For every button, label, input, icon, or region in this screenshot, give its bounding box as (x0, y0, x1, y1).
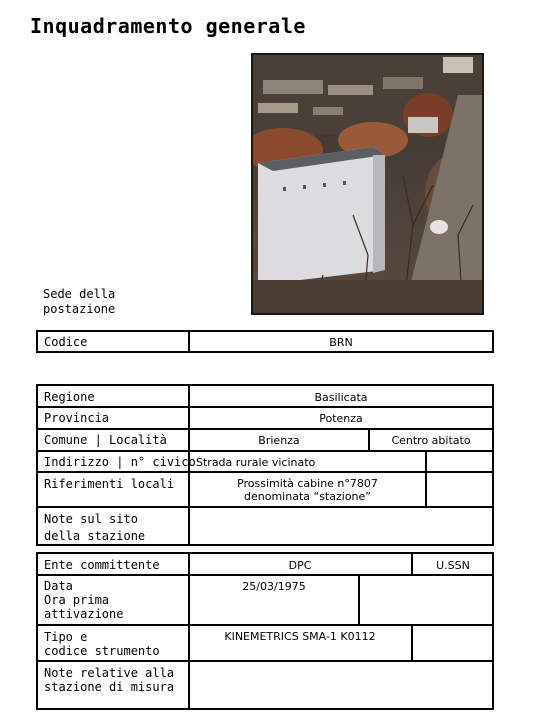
indirizzo-value: Strada rurale vicinato (196, 456, 316, 469)
localita-value: Centro abitato (391, 434, 471, 447)
provincia-value: Potenza (319, 412, 363, 425)
codice-table (36, 330, 494, 353)
page-title: Inquadramento generale (30, 14, 306, 38)
comune-value: Brienza (258, 434, 300, 447)
riferimenti-label: Riferimenti locali (44, 477, 175, 491)
note-sito-label-line1: Note sul sito (44, 512, 138, 526)
data-label-line2: Ora prima (44, 593, 110, 607)
data-value: 25/03/1975 (242, 580, 306, 593)
note-misura-label-line1: Note relative alla (44, 666, 175, 680)
ente-value: DPC (288, 559, 312, 572)
ente-label: Ente committente (44, 558, 160, 572)
riferimenti-value-line1: Prossimità cabine n°7807 (237, 477, 378, 490)
note-misura-label-line2: stazione di misura (44, 680, 175, 694)
ente-extra: U.SSN (436, 559, 470, 572)
station-photo (251, 53, 484, 315)
photo-caption: Sede della postazione (43, 287, 116, 316)
regione-label: Regione (44, 390, 95, 404)
indirizzo-label: Indirizzo | n° civico (44, 455, 196, 469)
tipo-label-line1: Tipo e (44, 630, 88, 644)
data-label-line1: Data (44, 579, 73, 593)
data-label-line3: attivazione (44, 607, 124, 621)
tipo-label-line2: codice strumento (44, 644, 160, 658)
riferimenti-value-line2: denominata “stazione” (244, 490, 371, 503)
codice-value: BRN (329, 336, 353, 349)
location-table (36, 384, 494, 546)
regione-value: Basilicata (314, 391, 368, 404)
provincia-label: Provincia (44, 411, 110, 425)
note-sito-label-line2: della stazione (44, 529, 146, 543)
station-table (36, 552, 494, 710)
codice-label: Codice (44, 335, 88, 349)
tipo-value: KINEMETRICS SMA-1 K0112 (224, 630, 376, 643)
comune-label: Comune | Località (44, 433, 167, 447)
